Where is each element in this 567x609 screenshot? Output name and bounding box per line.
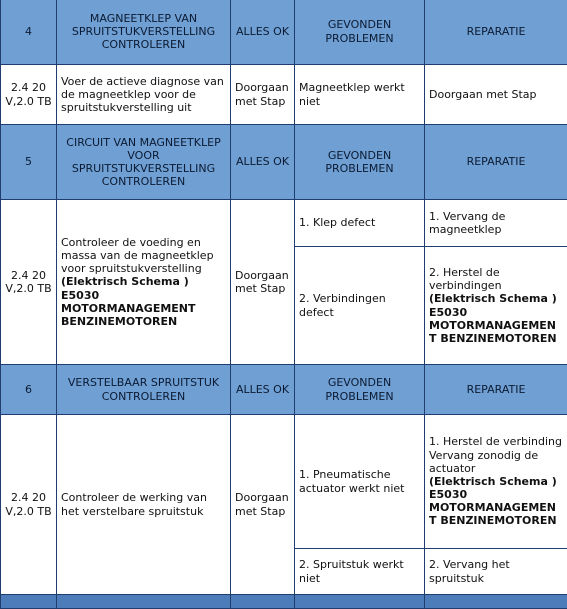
step-title: VERSTELBAAR SPRUITSTUK CONTROLEREN [57,365,231,415]
step-number: 5 [1,125,57,200]
schema-reference: (Elektrisch Schema ) E5030 [429,475,563,501]
repair-header: REPARATIE [425,365,567,415]
problem-cell: 2. Verbindingen defect [295,247,425,365]
repair-text: 2. Herstel de verbindingen [429,266,502,292]
check-cell: Controleer de werking van het verstelbare spruitstuk [57,415,231,595]
check-text: Controleer de voeding en massa van de magneetklep voor spruitstukverstelling [61,236,214,275]
step-number: 4 [1,0,57,65]
problems-header: GEVONDEN PROBLEMEN [295,365,425,415]
repair-cell: 2. Vervang het spruitstuk [425,549,567,595]
schema-reference: (Elektrisch Schema ) E5030 [429,292,563,318]
table-row [1,200,567,247]
check-cell: Voer de actieve diagnose van de magneetklep voor de spruitstukverstelling uit [57,65,231,125]
table-row [1,65,567,125]
schema-reference-title: MOTORMANAGEMENT BENZINEMOTOREN [429,319,563,345]
repair-cell [425,415,567,549]
ok-header: ALLES OK [231,125,295,200]
step-header [1,0,567,65]
problem-cell: 2. Spruitstuk werkt niet [295,549,425,595]
schema-reference: (Elektrisch Schema ) E5030 [61,275,226,301]
step-title: CIRCUIT VAN MAGNEETKLEP VOOR SPRUITSTUKVERSTELLING CONTROLEREN [57,125,231,200]
step-header [1,125,567,200]
step-title: MAGNEETKLEP VAN SPRUITSTUKVERSTELLING CONTROLEREN [57,0,231,65]
repair-cell [425,247,567,365]
repair-cell: 1. Vervang de magneetklep [425,200,567,247]
check-cell [57,200,231,365]
problem-cell: 1. Klep defect [295,200,425,247]
problem-cell: Magneetklep werkt niet [295,65,425,125]
table-row [1,415,567,549]
problems-header: GEVONDEN PROBLEMEN [295,0,425,65]
ok-cell: Doorgaan met Stap [231,200,295,365]
engine-cell: 2.4 20 V,2.0 TB [1,200,57,365]
schema-reference-title: MOTORMANAGEMENT BENZINEMOTOREN [61,302,226,328]
ok-header: ALLES OK [231,365,295,415]
engine-cell: 2.4 20 V,2.0 TB [1,65,57,125]
repair-cell: Doorgaan met Stap [425,65,567,125]
problem-cell: 1. Pneumatische actuator werkt niet [295,415,425,549]
ok-cell: Doorgaan met Stap [231,65,295,125]
repair-header: REPARATIE [425,0,567,65]
repair-header: REPARATIE [425,125,567,200]
step-header [1,365,567,415]
problems-header: GEVONDEN PROBLEMEN [295,125,425,200]
repair-text: 1. Herstel de verbinding Vervang zonodig de actuator [429,435,562,474]
engine-cell: 2.4 20 V,2.0 TB [1,415,57,595]
ok-cell: Doorgaan met Stap [231,415,295,595]
schema-reference-title: MOTORMANAGEMENT BENZINEMOTOREN [429,501,563,527]
step-number: 6 [1,365,57,415]
ok-header: ALLES OK [231,0,295,65]
